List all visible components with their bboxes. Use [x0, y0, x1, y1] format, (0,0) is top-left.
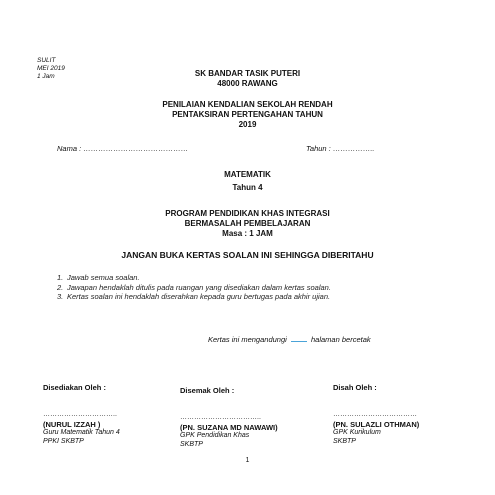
instruction-item: 1. Jawab semua soalan. [57, 273, 140, 282]
signature-prepared: Disediakan Oleh : ………………………….. (NURUL IZZAH ) Guru Matematik Tahun 4 PPKI SKBTP [43, 383, 120, 445]
signatory-name: (PN. SUZANA MD NAWAWI) [180, 423, 278, 432]
exam-duration: 1 Jam [37, 73, 55, 80]
program-heading [0, 209, 495, 239]
page-count-blank [291, 334, 307, 342]
school-name: SK BANDAR TASIK PUTERI [194, 69, 301, 78]
warning-notice: JANGAN BUKA KERTAS SOALAN INI SEHINGGA DIBERITAHU [121, 250, 374, 260]
program-line-2: BERMASALAH PEMBELAJARAN [184, 219, 311, 228]
student-name-field: Nama : …………………………………… [57, 144, 189, 153]
assessment-line-2: PENTAKSIRAN PERTENGAHAN TAHUN [172, 110, 323, 119]
subject-title: MATEMATIK [224, 170, 271, 179]
classification-label: SULIT [37, 57, 56, 64]
instructions-list [57, 273, 437, 302]
program-line-1: PROGRAM PENDIDIKAN KHAS INTEGRASI [165, 209, 330, 218]
instruction-item: 2. Jawapan hendaklah ditulis pada ruangan yang disediakan dalam kertas soalan. [57, 282, 331, 292]
exam-date: MEI 2019 [37, 65, 65, 72]
assessment-heading [0, 100, 495, 130]
signature-line: …………………………….. [180, 414, 261, 421]
signatory-name: (PN. SULAZLI OTHMAN) [333, 420, 420, 429]
assessment-year: 2019 [238, 120, 257, 129]
assessment-line-1: PENILAIAN KENDALIAN SEKOLAH RENDAH [162, 100, 333, 109]
program-time: Masa : 1 JAM [222, 229, 273, 238]
signature-line: ……………………………… [333, 411, 417, 418]
subject-heading [0, 170, 495, 193]
subject-grade: Tahun 4 [232, 183, 263, 192]
school-address: 48000 RAWANG [217, 79, 278, 88]
signature-checked: Disemak Oleh : …………………………….. (PN. SUZANA MD NAWAWI) GPK Pendidikan Khas SKBTP [180, 386, 278, 448]
instruction-item: 3. Kertas soalan ini hendaklah diserahkan kepada guru bertugas pada akhir ujian. [57, 292, 331, 301]
school-heading [0, 69, 495, 89]
signature-approved: Disah Oleh : ……………………………… (PN. SULAZLI OTHMAN) GPK Kurikulum SKBTP [333, 383, 420, 445]
student-year-field: Tahun : …………….. [306, 144, 375, 153]
page-count-note: Kertas ini mengandungi halaman bercetak [208, 335, 371, 344]
signatory-name: (NURUL IZZAH ) [43, 420, 101, 429]
signature-line: ………………………….. [43, 411, 117, 418]
page-number: 1 [245, 457, 250, 464]
